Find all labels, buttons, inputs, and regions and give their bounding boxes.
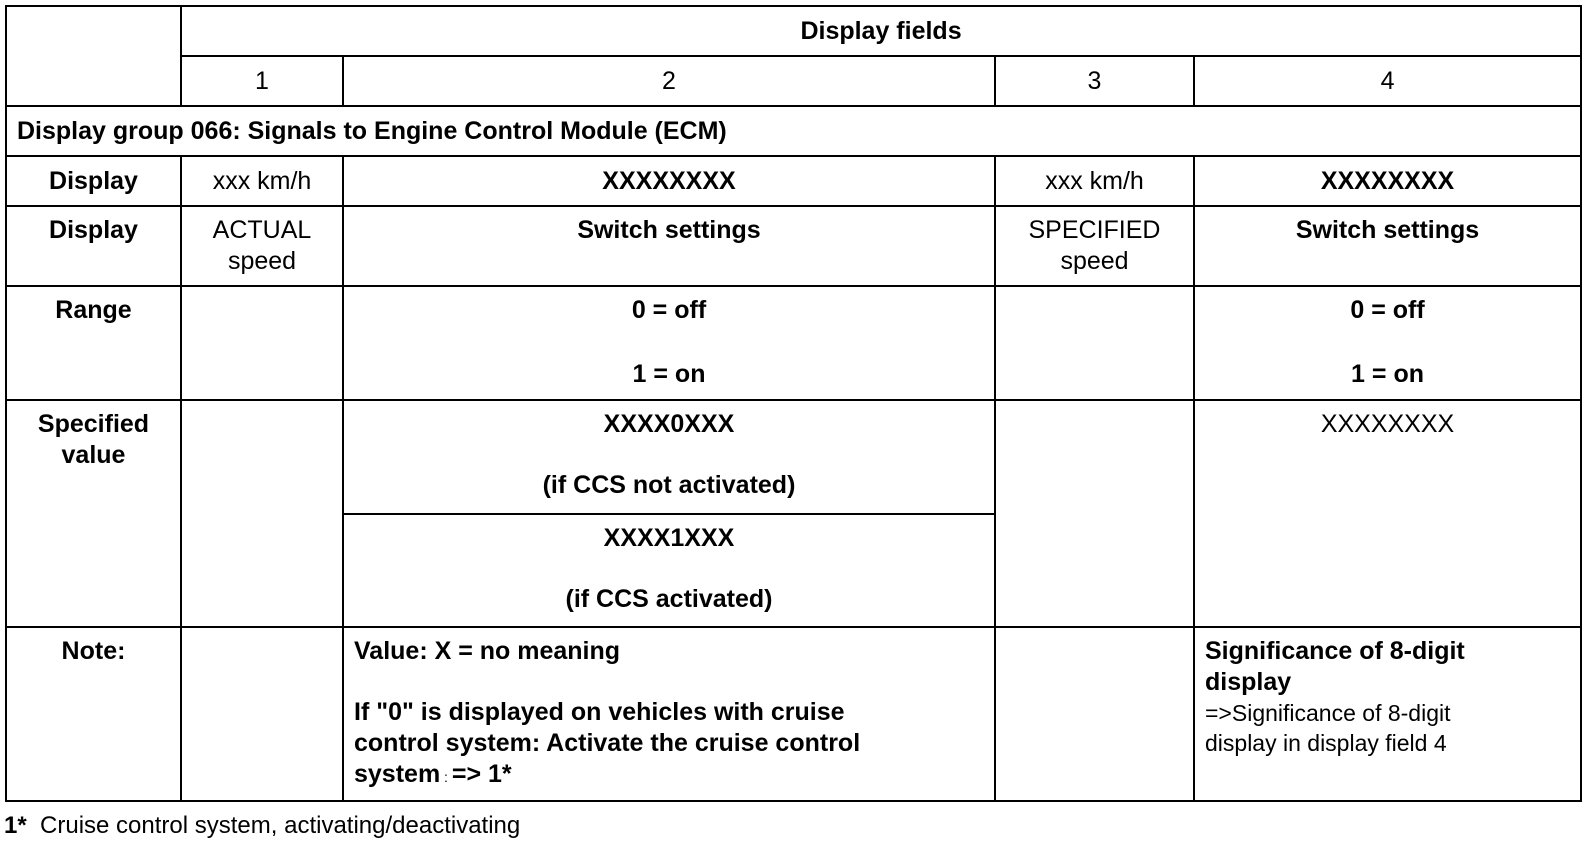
display-1-field-4: XXXXXXXX: [1194, 156, 1581, 206]
note-cruise-line-3: [354, 759, 994, 793]
specified-value-label-1: Specified: [37, 410, 150, 438]
note-significance-title-1: Significance of 8-digit: [1205, 637, 1465, 665]
row-specified-label: [6, 400, 181, 627]
specified-field-4: XXXXXXXX: [1194, 400, 1581, 627]
specified-2b-note: (if CCS activated): [565, 585, 773, 613]
specified-value-label-2: value: [61, 441, 126, 469]
note-cruise-line-2: control system: Activate the cruise control: [354, 729, 861, 757]
row-display-2-label: Display: [6, 206, 181, 286]
header-field-4: 4: [1194, 56, 1581, 106]
display-1-field-1: xxx km/h: [181, 156, 343, 206]
display-1-field-3: xxx km/h: [995, 156, 1194, 206]
specified-label: SPECIFIED: [1028, 216, 1161, 244]
display-2-field-3: [995, 206, 1194, 286]
specified-2b-value: XXXX1XXX: [603, 524, 735, 552]
specified-field-2-activated: [343, 514, 995, 627]
range-field-1: [181, 286, 343, 400]
row-note-label: Note:: [6, 627, 181, 801]
note-field-4: [1194, 627, 1581, 801]
footnote: [4, 811, 520, 841]
note-cruise-line-1: If "0" is displayed on vehicles with cruise: [354, 698, 845, 726]
range-field-3: [995, 286, 1194, 400]
specified-2a-value: XXXX0XXX: [603, 410, 735, 438]
note-field-3: [995, 627, 1194, 801]
significance-link-1[interactable]: =>Significance of 8-digit: [1205, 700, 1451, 726]
group-title: Display group 066: Signals to Engine Control Module (ECM): [6, 106, 1581, 156]
specified-speed-label: speed: [1060, 247, 1129, 275]
header-corner-cell: [6, 6, 181, 106]
range-4-on: 1 = on: [1351, 360, 1424, 388]
note-field-2: [343, 627, 995, 801]
footnote-text: Cruise control system, activating/deactivating: [40, 812, 521, 839]
note-ref-separator: :: [440, 769, 452, 785]
specified-field-3: [995, 400, 1194, 627]
significance-link-2[interactable]: display in display field 4: [1205, 730, 1447, 756]
header-field-3: 3: [995, 56, 1194, 106]
footnote-ref-link[interactable]: => 1*: [451, 760, 512, 788]
specified-2a-note: (if CCS not activated): [542, 471, 796, 499]
row-display-1-label: Display: [6, 156, 181, 206]
range-2-on: 1 = on: [632, 360, 706, 388]
display-2-field-4: Switch settings: [1194, 206, 1581, 286]
header-field-2: 2: [343, 56, 995, 106]
header-field-1: 1: [181, 56, 343, 106]
footnote-marker: 1*: [4, 812, 27, 839]
range-2-off: 0 = off: [631, 296, 707, 324]
specified-field-2-not-activated: [343, 400, 995, 514]
note-field-1: [181, 627, 343, 801]
actual-label: ACTUAL: [212, 216, 312, 244]
note-value-meaning: Value: X = no meaning: [354, 637, 621, 665]
note-cruise-line-3-text: system: [354, 760, 441, 788]
display-group-table: [5, 5, 1582, 802]
specified-field-1: [181, 400, 343, 627]
range-4-off: 0 = off: [1350, 296, 1425, 324]
row-range-label: Range: [6, 286, 181, 400]
header-display-fields: Display fields: [181, 6, 1581, 56]
display-2-field-2: Switch settings: [343, 206, 995, 286]
display-2-field-1: [181, 206, 343, 286]
range-field-2: [343, 286, 995, 400]
display-1-field-2: XXXXXXXX: [343, 156, 995, 206]
note-significance-title-2: display: [1205, 668, 1292, 696]
range-field-4: [1194, 286, 1581, 400]
actual-speed-label: speed: [227, 247, 297, 275]
